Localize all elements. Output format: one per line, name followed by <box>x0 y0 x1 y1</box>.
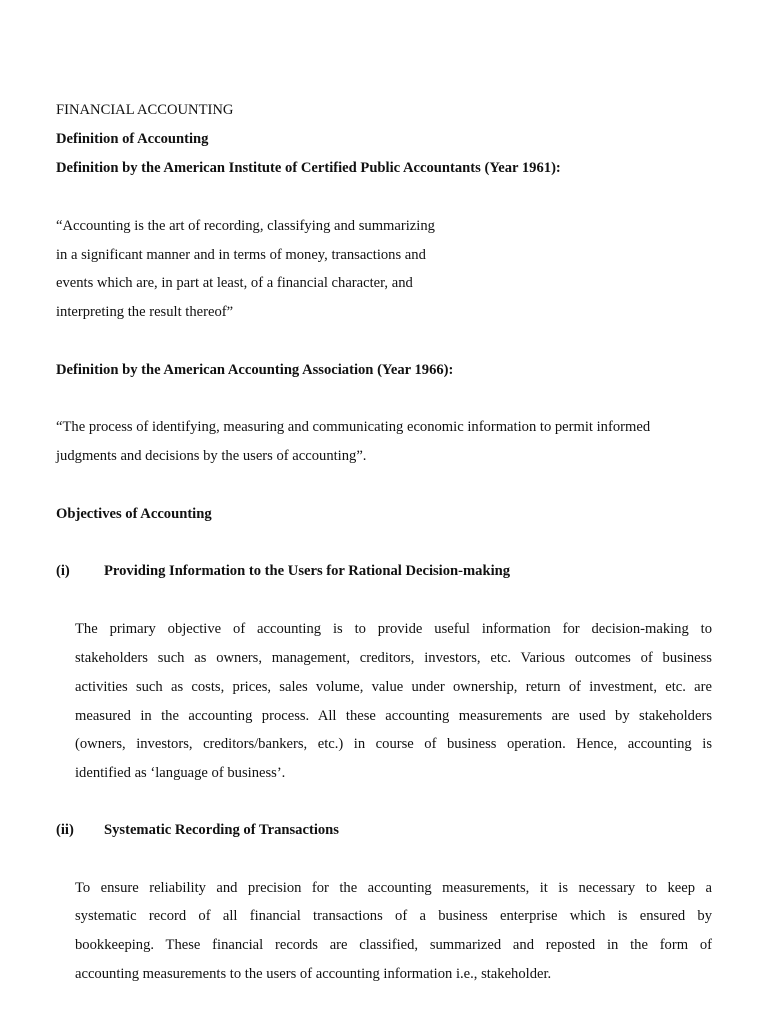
objective-title: Providing Information to the Users for Rational Decision-making <box>104 563 511 579</box>
objective-number: (ii) <box>56 822 74 838</box>
aicpa-quote-line: events which are, in part at least, of a financial character, and <box>56 275 413 291</box>
objective-body-line: bookkeeping. These financial records are classified, summarized and reposted in the form of <box>75 937 712 953</box>
objective-body-line: accounting measurements to the users of accounting information i.e., stakeholder. <box>75 966 552 982</box>
objective-body-line: measured in the accounting process. All these accounting measurements are used by stakeholders <box>75 708 712 724</box>
aicpa-quote-line: interpreting the result thereof” <box>56 304 234 320</box>
definition-heading: Definition of Accounting <box>56 131 209 147</box>
objective-body-line: activities such as costs, prices, sales volume, value under ownership, return of investment, etc. are <box>75 679 712 695</box>
objective-body-line: To ensure reliability and precision for the accounting measurements, it is necessary to keep a <box>75 880 712 896</box>
objective-number: (i) <box>56 563 70 579</box>
aicpa-quote-line: “Accounting is the art of recording, classifying and summarizing <box>56 218 435 234</box>
objective-body-line: systematic record of all financial transactions of a business enterprise which is ensured by <box>75 908 712 924</box>
objective-body-line: stakeholders such as owners, management, creditors, investors, etc. Various outcomes of business <box>75 650 712 666</box>
aicpa-quote-line: in a significant manner and in terms of money, transactions and <box>56 247 426 263</box>
objective-body-line: (owners, investors, creditors/bankers, etc.) in course of business operation. Hence, accounting is <box>75 736 712 752</box>
aicpa-heading: Definition by the American Institute of Certified Public Accountants (Year 1961): <box>56 160 561 176</box>
aaa-quote-line: “The process of identifying, measuring and communicating economic information to permit informed <box>56 419 651 435</box>
objective-body-line: The primary objective of accounting is to provide useful information for decision-making to <box>75 621 712 637</box>
objectives-heading: Objectives of Accounting <box>56 506 212 522</box>
aaa-quote-line: judgments and decisions by the users of accounting”. <box>56 448 367 464</box>
objective-body-line: identified as ‘language of business’. <box>75 765 286 781</box>
document-title: FINANCIAL ACCOUNTING <box>56 102 234 118</box>
objective-title: Systematic Recording of Transactions <box>104 822 339 838</box>
aaa-heading: Definition by the American Accounting Association (Year 1966): <box>56 362 454 378</box>
